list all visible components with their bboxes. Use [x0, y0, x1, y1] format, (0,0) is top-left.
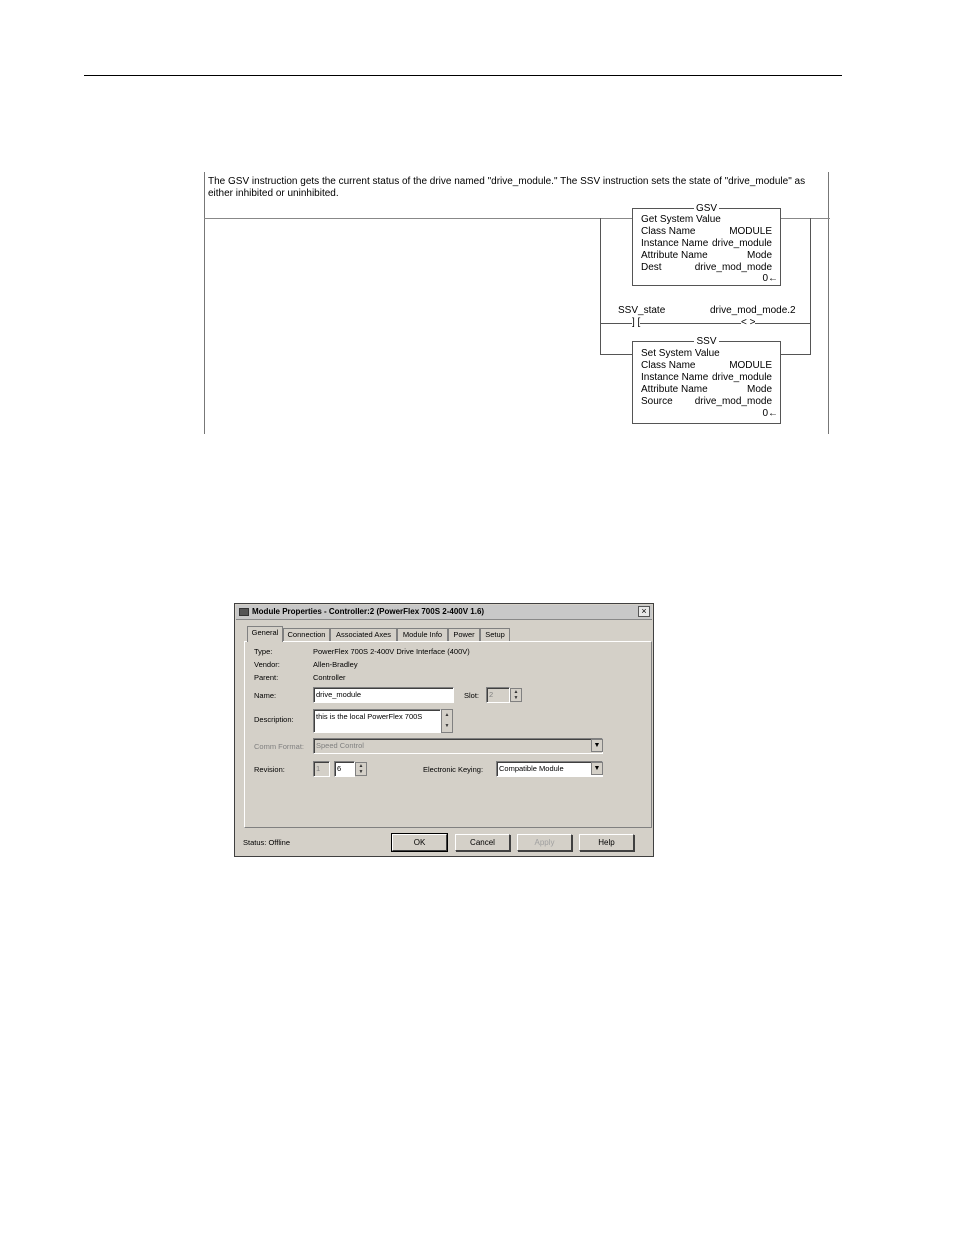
ssv-attribute-name-label: Attribute Name [641, 384, 708, 395]
ssv-class-name-value: MODULE [729, 360, 772, 371]
electronic-keying-select[interactable]: Compatible Module [496, 761, 603, 777]
ote-coil-icon[interactable]: < > [741, 317, 756, 328]
status-value: Offline [268, 838, 290, 847]
tab-setup[interactable]: Setup [480, 628, 510, 641]
gsv-instance-name-value: drive_module [711, 238, 772, 249]
description-label: Description: [254, 715, 294, 724]
gsv-header: GSV [695, 203, 718, 214]
status-label: Status: [243, 838, 267, 847]
branch-left-vertical [600, 218, 601, 354]
gsv-instance-name-label: Instance Name [641, 238, 709, 249]
arrow-left-icon: ← [768, 273, 778, 284]
close-icon[interactable]: × [638, 606, 650, 617]
tab-module-info[interactable]: Module Info [397, 628, 448, 641]
description-scrollbar[interactable]: ▲ ▼ [441, 709, 453, 733]
comm-format-label: Comm Format: [254, 742, 305, 751]
xic-contact-icon[interactable]: ] [ [632, 317, 641, 328]
gsv-dest-value: drive_mod_mode [694, 262, 772, 273]
xic-tag-label: SSV_state [618, 305, 666, 316]
gsv-dest-current-value: 0 [762, 273, 768, 284]
revision-minor-spinner[interactable]: ▲ ▼ [355, 762, 367, 776]
revision-major-input[interactable]: 1 [313, 761, 330, 777]
arrow-left-icon: ← [768, 408, 778, 419]
vendor-label: Vendor: [254, 660, 280, 669]
ok-button[interactable]: OK [392, 834, 447, 851]
slot-label: Slot: [464, 691, 480, 700]
gsv-class-name-label: Class Name [641, 226, 696, 237]
module-properties-dialog [234, 603, 654, 857]
ssv-source-current-value: 0 [762, 408, 768, 419]
gsv-attribute-name-value: Mode [746, 250, 772, 261]
ssv-title: Set System Value [641, 348, 720, 359]
gsv-dest-label: Dest [641, 262, 662, 273]
apply-button[interactable]: Apply [517, 834, 572, 851]
status-bar [243, 838, 290, 848]
ssv-class-name-label: Class Name [641, 360, 696, 371]
revision-label: Revision: [254, 765, 285, 774]
gsv-class-name-value: MODULE [729, 226, 772, 237]
ssv-source-label: Source [641, 396, 673, 407]
ssv-instance-name-value: drive_module [711, 372, 772, 383]
cancel-button[interactable]: Cancel [455, 834, 510, 851]
right-power-rail [828, 172, 829, 434]
dialog-title: Module Properties - Controller:2 (PowerFlex 700S 2-400V 1.6) [252, 607, 485, 616]
type-label: Type: [254, 647, 273, 656]
ssv-instance-name-label: Instance Name [641, 372, 709, 383]
chevron-down-icon[interactable]: ▼ [591, 739, 603, 752]
ssv-header: SSV [696, 336, 717, 347]
help-button[interactable]: Help [579, 834, 634, 851]
tab-power[interactable]: Power [448, 628, 480, 641]
ladder-rung-figure [204, 172, 830, 434]
rung-comment: The GSV instruction gets the current status of the drive named "drive_module." The SSV instruction sets the state of "drive_module" as either inhibited or uninhibited. [208, 176, 806, 199]
gsv-attribute-name-label: Attribute Name [641, 250, 708, 261]
page-header-rule [84, 75, 842, 76]
ssv-attribute-name-value: Mode [746, 384, 772, 395]
tab-connection[interactable]: Connection [283, 628, 330, 641]
dialog-titlebar[interactable] [236, 605, 652, 620]
slot-spinner[interactable]: ▲ ▼ [510, 688, 522, 702]
tab-general[interactable]: General [247, 626, 283, 642]
left-power-rail [204, 172, 205, 434]
tab-associated-axes[interactable]: Associated Axes [330, 628, 397, 641]
window-icon [239, 608, 249, 616]
ssv-source-value: drive_mod_mode [694, 396, 772, 407]
slot-input[interactable]: 2 [486, 687, 510, 703]
ssv-branch-wire-right [779, 354, 811, 355]
description-textarea[interactable]: this is the local PowerFlex 700S [313, 709, 441, 733]
ssv-instruction-block[interactable] [632, 336, 781, 424]
ote-tag-label: drive_mod_mode.2 [710, 305, 796, 316]
chevron-down-icon[interactable]: ▼ [591, 762, 603, 775]
branch-right-vertical [810, 218, 811, 354]
parent-value: Controller [313, 673, 346, 682]
gsv-title: Get System Value [641, 214, 721, 225]
general-tab-panel [244, 641, 652, 828]
name-label: Name: [254, 691, 277, 700]
parent-label: Parent: [254, 673, 279, 682]
gsv-instruction-block[interactable] [632, 203, 781, 286]
type-value: PowerFlex 700S 2-400V Drive Interface (400V) [313, 647, 470, 656]
vendor-value: Allen-Bradley [313, 660, 358, 669]
name-input[interactable]: drive_module [313, 687, 454, 703]
revision-minor-input[interactable]: 6 [334, 761, 355, 777]
comm-format-select[interactable]: Speed Control [313, 738, 603, 754]
electronic-keying-label: Electronic Keying: [423, 765, 484, 774]
ssv-branch-wire-left [600, 354, 632, 355]
